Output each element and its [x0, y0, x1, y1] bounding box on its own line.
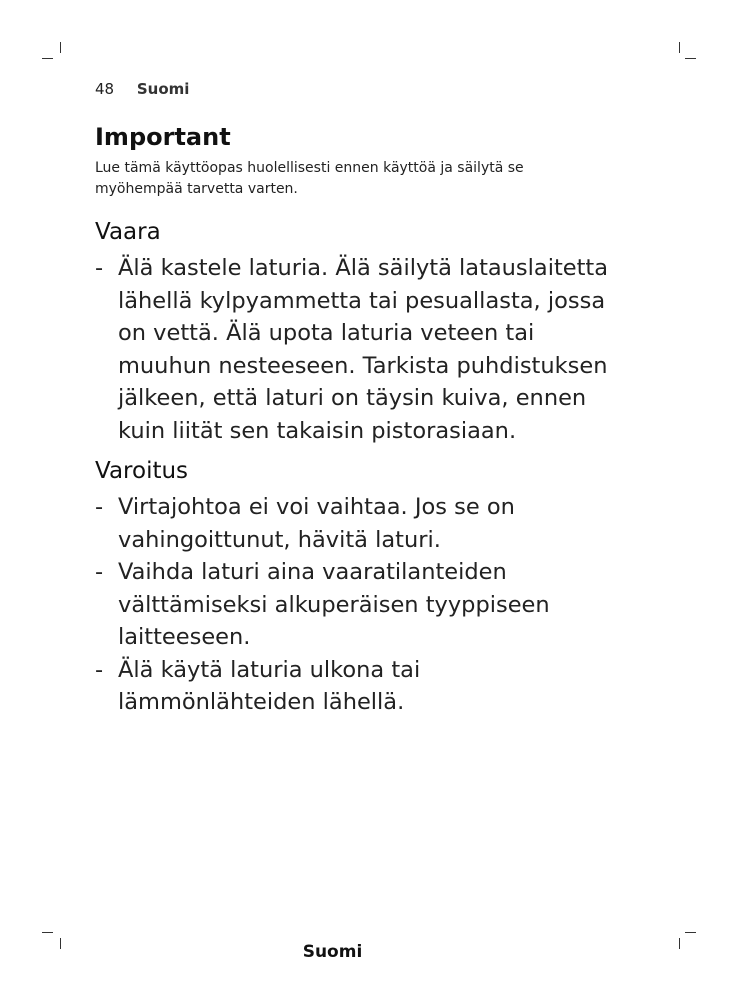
list-line: välttämiseksi alkuperäisen tyyppiseen: [118, 591, 550, 618]
dash-bullet: -: [95, 559, 104, 585]
list-line: on vettä. Älä upota laturia veteen tai: [118, 320, 535, 346]
list-line: kuin liität sen takaisin pistorasiaan.: [118, 417, 517, 444]
crop-mark-top-right-h: [685, 58, 696, 59]
dash-bullet: -: [95, 255, 104, 281]
vaara-heading: Vaara: [95, 219, 161, 245]
list-item: [95, 491, 655, 556]
list-line: lämmönlähteiden lähellä.: [118, 689, 405, 715]
list-line: jälkeen, että laturi on täysin kuiva, ennen: [118, 385, 587, 411]
list-line: Älä kastele laturia. Älä säilytä latauslaitetta: [118, 255, 609, 281]
header-language: Suomi: [136, 80, 190, 98]
page-header: [95, 80, 189, 98]
list-item: [95, 556, 655, 654]
important-intro: [95, 158, 655, 200]
list-line: Vaihda laturi aina vaaratilanteiden: [118, 559, 507, 585]
important-heading: Important: [95, 123, 231, 151]
list-line: Virtajohtoa ei voi vaihtaa. Jos se on: [118, 494, 515, 520]
crop-mark-bottom-left-h: [42, 932, 53, 933]
list-line: muuhun nesteeseen. Tarkista puhdistuksen: [118, 352, 608, 379]
crop-mark-bottom-right-v: [679, 938, 680, 949]
crop-mark-top-left-v: [60, 42, 61, 53]
list-line: laitteeseen.: [118, 624, 251, 650]
footer-language: Suomi: [302, 942, 363, 962]
list-line: Älä käytä laturia ulkona tai: [118, 656, 421, 683]
crop-mark-top-left-h: [42, 58, 53, 59]
intro-line: Lue tämä käyttöopas huolellisesti ennen käyttöä ja säilytä se: [95, 160, 524, 176]
list-line: vahingoittunut, hävitä laturi.: [118, 526, 441, 553]
list-line: lähellä kylpyammetta tai pesuallasta, jossa: [118, 287, 606, 314]
page-number: 48: [95, 80, 115, 98]
varoitus-heading: Varoitus: [95, 458, 189, 484]
list-item: [95, 252, 655, 447]
page-content: [95, 122, 655, 729]
crop-mark-bottom-right-h: [685, 932, 696, 933]
dash-bullet: -: [95, 656, 104, 683]
list-item: [95, 654, 655, 719]
dash-bullet: -: [95, 494, 104, 520]
intro-line: myöhempää tarvetta varten.: [95, 181, 298, 197]
vaara-list: [95, 252, 655, 447]
crop-mark-top-right-v: [679, 42, 680, 53]
varoitus-list: [95, 491, 655, 719]
